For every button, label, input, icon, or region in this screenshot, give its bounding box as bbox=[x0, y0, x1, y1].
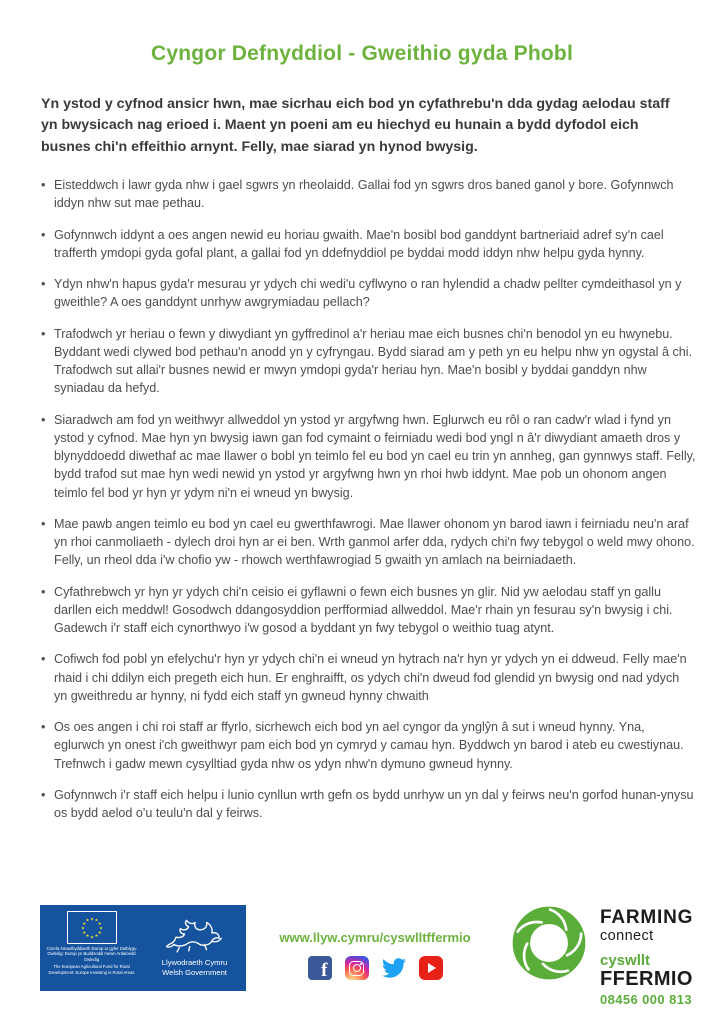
bullet-text: Eisteddwch i lawr gyda nhw i gael sgwrs yn rheolaidd. Gallai fod yn sgwrs dros baned ganol y bore. Gofynnwch iddyn nhw sut mae pethau. bbox=[54, 178, 674, 211]
svg-text:★: ★ bbox=[85, 918, 89, 924]
bullet-marker: • bbox=[41, 412, 46, 427]
farming-connect-phone: 08456 000 813 bbox=[600, 991, 692, 1007]
bullet-marker: • bbox=[41, 652, 46, 667]
bullet-list bbox=[41, 176, 696, 835]
facebook-icon[interactable]: f bbox=[308, 956, 332, 980]
farming-connect-wordmark-en-2: connect bbox=[600, 928, 654, 944]
list-item bbox=[41, 786, 696, 823]
bullet-marker: • bbox=[41, 787, 46, 802]
svg-text:★: ★ bbox=[97, 930, 102, 936]
svg-text:★: ★ bbox=[89, 917, 94, 923]
svg-text:★: ★ bbox=[98, 926, 103, 932]
footer bbox=[0, 898, 724, 1018]
list-item bbox=[41, 325, 696, 398]
welsh-gov-name-cy: Llywodraeth Cymru bbox=[161, 958, 228, 967]
bullet-text: Mae pawb angen teimlo eu bod yn cael eu gwerthfawrogi. Mae llawer ohonom yn barod iawn i feirniadu neu'n araf yn rhoi canmoliaeth - dylech droi hyn ar ei ben. Wrth ganmol arfer dda, rydych chi'n fwy tebygol o weld mwy ohono. Felly, un rheol dda i'w chofio yw - rhowch werthfawrogiad 5 gwaith yn amlach na beirniadaeth. bbox=[54, 516, 695, 568]
social-icons bbox=[262, 956, 488, 980]
farming-connect-logo bbox=[506, 900, 693, 1006]
svg-text:★: ★ bbox=[97, 922, 102, 928]
twitter-icon[interactable] bbox=[382, 956, 406, 980]
eu-welsh-gov-logo bbox=[40, 905, 246, 991]
bullet-marker: • bbox=[41, 720, 46, 734]
bullet-text: Ydyn nhw'n hapus gyda'r mesurau yr ydych chi wedi'u cyflwyno o ran hylendid a chadw pellter cymdeithasol yn y gweithle? A oes ganddynt unrhyw awgrymiadau pellach? bbox=[54, 277, 682, 310]
bullet-text: Gofynnwch i'r staff eich helpu i lunio cynllun wrth gefn os bydd unrhyw un yn dal y feirws neu'n gorfod hunan-ynysu os bydd aelod o'u teulu'n dal y feirws. bbox=[54, 787, 694, 820]
svg-text:★: ★ bbox=[94, 918, 98, 924]
bullet-marker: • bbox=[41, 178, 46, 192]
page-title: Cyngor Defnyddiol - Gweithio gyda Phobl bbox=[151, 42, 573, 65]
eu-funding-block bbox=[40, 905, 143, 991]
bullet-marker: • bbox=[41, 584, 46, 599]
eu-flag-icon bbox=[67, 911, 117, 944]
svg-text:★: ★ bbox=[85, 934, 89, 940]
eu-fund-text-welsh: Cronfa Amaethyddiaeth Ewrop ar gyfer Datblygu Gwledig: Ewrop yn Buddsoddi mewn Ardaloedd Gwledig bbox=[46, 946, 137, 962]
bullet-text: Cofiwch fod pobl yn efelychu'r hyn yr ydych chi'n ei wneud yn hytrach na'r hyn yr ydych yn ei ddweud. Felly mae'n rhaid i chi ddilyn eich pregeth eich hun. Er enghraifft, os ydych chi'n dweud fod glendid yn bwysig ond nad ydych yn gweithredu ar hynny, ni fydd eich staff yn gwneud hynny chwaith bbox=[54, 652, 687, 703]
list-item bbox=[41, 718, 696, 773]
farming-connect-swirl-icon bbox=[506, 900, 592, 986]
list-item bbox=[41, 583, 696, 638]
svg-text:★: ★ bbox=[94, 934, 98, 940]
intro-paragraph: Yn ystod y cyfnod ansicr hwn, mae sicrhau eich bod yn cyfathrebu'n dda gydag aelodau staff yn bwysicach nag erioed i. Maent yn poeni am eu hiechyd eu hunain a bydd dyfodol eich busnes chi'n effeithio arnynt. Felly, mae siarad yn hynod bwysig. bbox=[41, 96, 670, 155]
footer-center bbox=[262, 930, 488, 980]
bullet-marker: • bbox=[41, 516, 46, 531]
list-item bbox=[41, 411, 696, 502]
welsh-gov-name-en: Welsh Government bbox=[162, 968, 227, 978]
farming-connect-wordmark-cy-2: FFERMIO bbox=[600, 967, 693, 990]
list-item bbox=[41, 275, 696, 312]
svg-text:★: ★ bbox=[81, 930, 86, 936]
bullet-text: Os oes angen i chi roi staff ar ffyrlo, sicrhewch eich bod yn ael cyngor da ynglŷn â sut i wneud hynny. Yna, eglurwch yn onest i'ch gweithwyr pam eich bod yn cymryd y camau hyn. Byddwch yn barod i ateb eu cwestiynau. Trefnwch i gadw mewn cysylltiad gyda nhw os ydyn nhw'n dymuno gwneud hynny. bbox=[54, 720, 684, 771]
list-item bbox=[41, 515, 696, 570]
list-item bbox=[41, 226, 696, 263]
website-link[interactable]: www.llyw.cymru/cyswlltffermio bbox=[279, 930, 471, 945]
eu-fund-text-english: The European Agricultural Fund for Rural Development: Europe Investing in Rural Areas bbox=[48, 964, 135, 975]
welsh-dragon-icon bbox=[153, 913, 237, 955]
bullet-text: Gofynnwch iddynt a oes angen newid eu horiau gwaith. Mae'n bosibl bod ganddynt bartneriaid adref sy'n cael trafferth ymdopi gyda gofal plant, a gallai fod yn ddefnyddiol pe byddai modd iddyn nhw helpu gyda hynny. bbox=[54, 227, 664, 260]
youtube-icon[interactable] bbox=[419, 956, 443, 980]
svg-text:★: ★ bbox=[80, 926, 85, 932]
bullet-marker: • bbox=[41, 277, 46, 291]
welsh-government-block bbox=[143, 905, 246, 991]
farming-connect-wordmark-cy-1: cyswllt bbox=[600, 951, 651, 969]
list-item bbox=[41, 650, 696, 705]
bullet-text: Cyfathrebwch yr hyn yr ydych chi'n ceisio ei gyflawni o fewn eich busnes yn glir. Nid yw aelodau staff yn gallu darllen eich meddwl! Gosodwch ddangosyddion perfformiad allweddol. Mae'r rhain yn fesurau sy'n bwysig i chi. Gadewch i'r staff eich cynorthwyo i'w gosod a byddant yn fwy tebygol o weithio tuag atynt. bbox=[54, 584, 673, 635]
list-item bbox=[41, 176, 696, 213]
bullet-marker: • bbox=[41, 326, 46, 341]
bullet-text: Siaradwch am fod yn weithwyr allweddol yn ystod yr argyfwng hwn. Eglurwch eu rôl o ran cadw'r wlad i fynd yn ystod y cyfnod. Mae hyn yn bwysig iawn gan fod cymaint o feirniadu wedi bod yngl n â'r diwydiant amaeth dros y blynyddoedd diwethaf ac mae llawer o bobl yn teimlo fel eu bod yn cael eu trin yn annheg, gan gynnwys staff. Felly, bydd trafod sut mae hyn wedi newid yn ystod yr argyfwng hwn yn rhoi hwb iddynt. Mae pob un ohonom angen teimlo fel bod yr hyn yr ydym ni'n ei wneud yn bwysig. bbox=[54, 412, 696, 500]
farming-connect-wordmark-en-1: FARMING bbox=[600, 907, 694, 928]
bullet-text: Trafodwch yr heriau o fewn y diwydiant yn gyffredinol a'r heriau mae eich busnes chi'n benodol yn eu hwynebu. Byddant wedi clywed bod pethau'n anodd yn y cyfryngau. Bydd siarad am y peth yn eu helpu nhw yn ogystal â chi. Trafodwch sut allai'r busnes newid er mwyn ymdopi gyda'r heriau hyn. Mae'n bosibl y byddai ganddyn nhw syniadau da hefyd. bbox=[54, 326, 693, 396]
instagram-icon[interactable] bbox=[345, 956, 369, 980]
svg-text:★: ★ bbox=[89, 935, 94, 941]
bullet-marker: • bbox=[41, 227, 46, 242]
svg-text:★: ★ bbox=[81, 922, 86, 928]
